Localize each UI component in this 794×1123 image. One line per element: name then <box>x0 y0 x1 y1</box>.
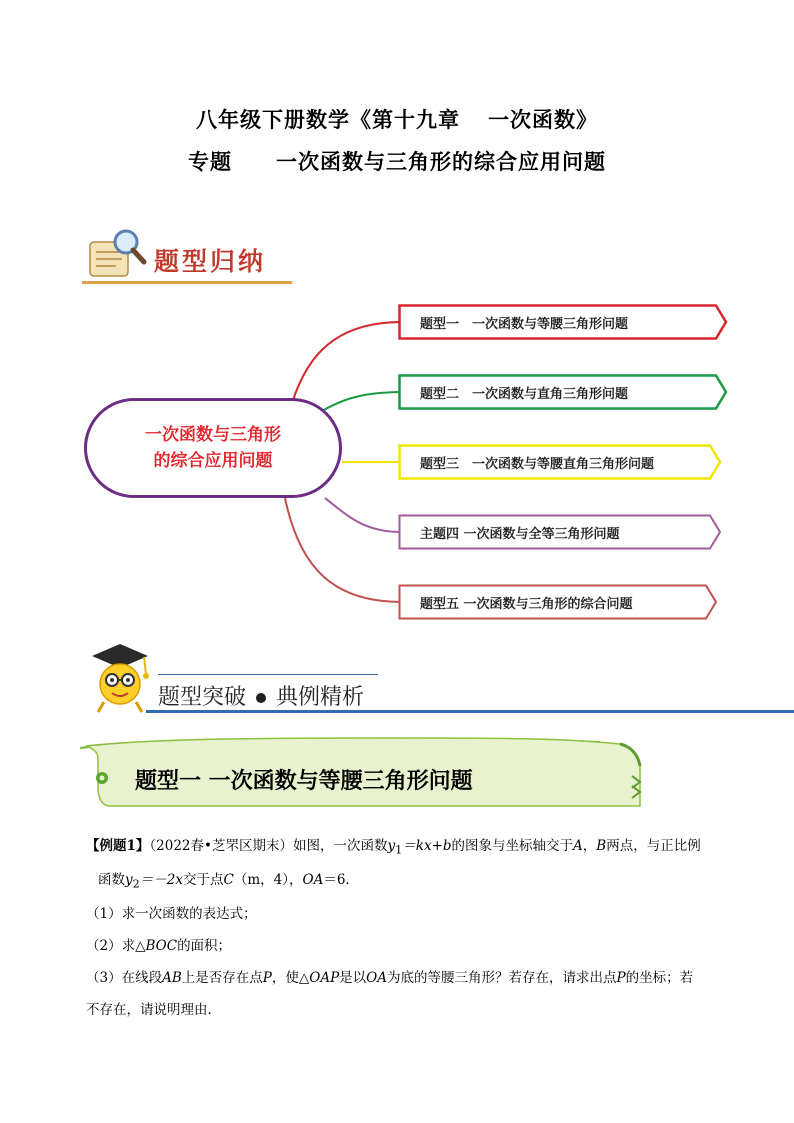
problem-BOC: BOC <box>145 938 178 954</box>
section-header-summary <box>82 226 292 288</box>
problem-q3-e: 为底的等腰三角形？若存在，请求出点 <box>386 970 617 986</box>
problem-q3-c: ，使△ <box>271 970 310 986</box>
problem-AB: AB <box>162 970 182 986</box>
section-breakthrough-label-a: 题型突破 <box>158 685 247 710</box>
section-breakthrough-label-b: 典例精析 <box>276 685 365 710</box>
graduate-mascot-icon <box>86 640 154 714</box>
mindmap-center-node <box>84 398 342 498</box>
section-breakthrough-underline <box>146 710 794 713</box>
problem-eq1: ＝kx+b <box>402 838 452 854</box>
subtitle-b: 一次函数与三角形的综合应用问题 <box>276 149 606 174</box>
problem-l2-d: ＝6． <box>323 872 359 888</box>
problem-source: （2022春•芝罘区期末） <box>149 838 293 854</box>
page-title <box>0 104 794 134</box>
section-breakthrough-label <box>158 680 364 711</box>
problem-q1 <box>86 898 726 931</box>
mindmap-item-1-label: 题型一 一次函数与等腰三角形问题 <box>420 316 629 332</box>
problem-OA: OA <box>302 872 324 888</box>
problem-C: C <box>223 872 234 888</box>
problem-l2-a: 函数 <box>98 872 125 888</box>
problem-B: B <box>596 838 607 854</box>
page-subtitle <box>0 146 794 176</box>
section-summary-label: 题型归纳 <box>154 247 267 276</box>
mindmap-center-line2: 的综合应用问题 <box>153 451 273 471</box>
problem-l1-b: 的图象与坐标轴交于 <box>451 838 574 854</box>
title-line1-b: 一次函数》 <box>488 107 598 132</box>
mindmap-item-2-label: 题型二 一次函数与直角三角形问题 <box>420 386 629 402</box>
problem-q3-d: 是以 <box>339 970 367 986</box>
mindmap-item-2 <box>398 374 728 410</box>
problem-eq2: ＝－2x <box>139 872 184 888</box>
section-breakthrough-topline <box>158 674 378 675</box>
problem-q3-cont <box>86 994 726 1027</box>
problem-l1-d: 两点，与正比例 <box>606 838 701 854</box>
title-line1-a: 八年级下册数学《第十九章 <box>196 107 460 132</box>
problem-P2: P <box>616 970 626 986</box>
section-header-breakthrough <box>86 640 794 720</box>
problem-y1: y <box>387 838 396 854</box>
section-type1-label: 题型一 一次函数与等腰三角形问题 <box>135 768 473 794</box>
problem-q3-b: 上是否存在点 <box>181 970 263 986</box>
problem-q2-a: （2）求△ <box>86 938 146 954</box>
bullet-dot-icon <box>256 693 266 703</box>
problem-q3-f: 的坐标；若 <box>625 970 694 986</box>
problem-q2 <box>86 930 726 963</box>
problem-line1 <box>86 830 726 867</box>
problem-tag: 【例题1】 <box>86 838 150 854</box>
problem-q3-a: （3）在线段 <box>86 970 163 986</box>
problem-P: P <box>262 970 272 986</box>
problem-l1-a: 如图，一次函数 <box>292 838 388 854</box>
problem-OAP: OAP <box>309 970 340 986</box>
problem-l2-c: （m，4）， <box>233 872 303 888</box>
problem-y2: y <box>125 872 133 888</box>
problem-sub1: 1 <box>395 843 403 857</box>
problem-q3 <box>86 962 736 995</box>
problem-A: A <box>573 838 583 854</box>
mindmap-item-4 <box>398 514 728 550</box>
problem-l2-b: 交于点 <box>183 872 224 888</box>
notepad-magnifier-icon <box>82 226 152 282</box>
mindmap-item-4-label: 主题四 一次函数与全等三角形问题 <box>420 526 620 542</box>
problem-q1-text: （1）求一次函数的表达式； <box>86 906 257 922</box>
mindmap-center-line1: 一次函数与三角形 <box>145 425 281 445</box>
mindmap-item-5 <box>398 584 728 620</box>
problem-q2-b: 的面积； <box>177 938 232 954</box>
subtitle-a: 专题 <box>188 149 232 174</box>
mindmap-item-1 <box>398 304 728 340</box>
problem-sub2: 2 <box>132 877 140 891</box>
problem-l1-c: ， <box>582 838 597 854</box>
problem-q3-OA: OA <box>366 970 387 986</box>
problem-q3-g: 不存在，请说明理由． <box>86 1002 221 1018</box>
problem-line2 <box>98 864 738 901</box>
mindmap-item-3-label: 题型三 一次函数与等腰直角三角形问题 <box>420 456 655 472</box>
mindmap-item-3 <box>398 444 728 480</box>
mindmap-item-5-label: 题型五 一次函数与三角形的综合问题 <box>420 596 633 612</box>
